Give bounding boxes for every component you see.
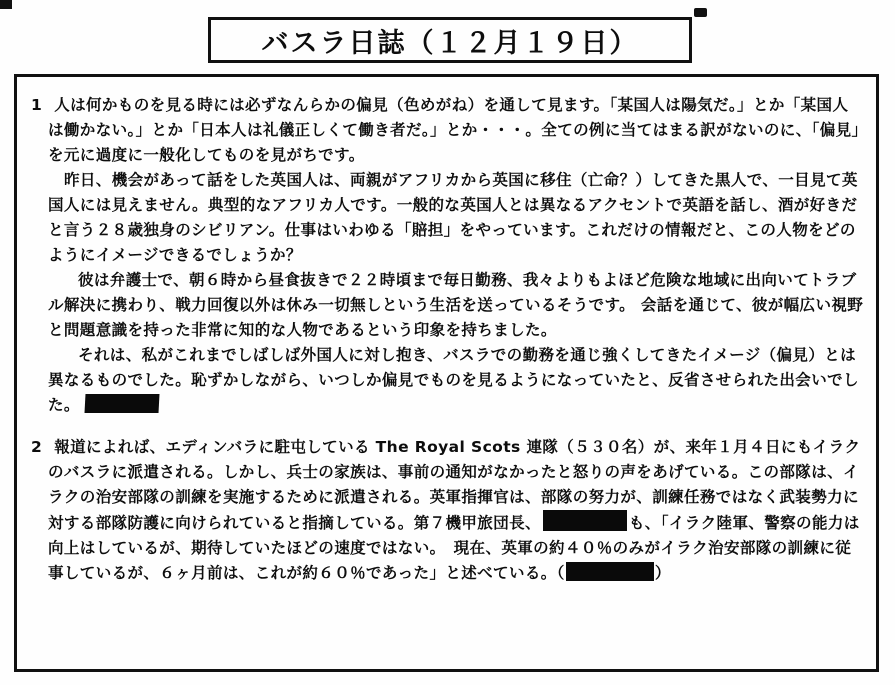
entry-1-paragraph-4 <box>31 343 864 418</box>
entry-2-number: 2 <box>31 438 43 456</box>
entry-1-paragraph-1 <box>31 93 864 168</box>
scan-artifact-top-left <box>0 0 12 9</box>
page-title: バスラ日誌（１２月１９日） <box>261 27 639 59</box>
redaction-box-1 <box>84 394 159 413</box>
scan-artifact-top-right <box>694 8 707 17</box>
diary-entry-2 <box>31 435 864 586</box>
redaction-box-3 <box>566 562 654 581</box>
document-frame <box>14 74 879 672</box>
entry-1-paragraph-2: 昨日、機会があって話をした英国人は、両親がアフリカから英国に移住（亡命？）してきた黒人で、一目見て英国人には見えません。典型的なアフリカ人です。一般的な英国人とは異なるアクセントで英語を話し、酒が好きだと言う２８歳独身のシビリアン。仕事はいわゆる「賠担」をやっています。これだけの情報だと、この人物をどのようにイメージできるでしょうか？ <box>48 171 858 264</box>
entry-1-paragraph-3: 彼は弁護士で、朝６時から昼食抜きで２２時頃まで毎日勤務、我々よりもよほど危険な地域に出向いてトラブル解決に携わり、戦力回復以外は休み一切無しという生活を送っているそうです。 会話を通じて、彼が幅広い視野と問題意識を持った非常に知的な人物であるという印象を持ちました。 <box>48 271 864 339</box>
entry-1-paragraph-4-text: それは、私がこれまでしばしば外国人に対し抱き、バスラでの勤務を通じ強くしてきたイメージ（偏見）とは異なるものでした。恥ずかしながら、いつしか偏見でものを見るようになっていたと、反省させられた出会いでした。 <box>48 346 859 414</box>
entry-2-paragraph-1 <box>31 435 864 586</box>
entry-2-text-part-1: 報道によれば、エディンバラに駐屯している The Royal Scots 連隊（５３０名）が、来年１月４日にもイラクのバスラに派遣される。しかし、兵士の家族は、事前の通知がなかったと怒りの声をあげている。この部隊は、イラクの治安部隊の訓練を実施するために派遣される。英軍指揮官は、部隊の努力が、訓練任務ではなく武装勢力に対する部隊防護に向けられていると指摘している。第７機甲旅団長、 <box>48 438 861 532</box>
entry-2-text-part-3: ） <box>654 564 671 582</box>
entry-1-number: 1 <box>31 96 43 114</box>
entry-2-text-part-2: も、「イラク陸軍、警察の能力は向上はしているが、期待していたほどの速度ではない。 現在、英軍の約４０％のみがイラク治安部隊の訓練に従事しているが、６ヶ月前は、これが約６０％であった」と述べている。（ <box>48 514 860 582</box>
title-box <box>208 17 692 63</box>
entry-1-paragraph-1-text: 人は何かものを見る時には必ずなんらかの偏見（色めがね）を通して見ます。「某国人は陽気だ。」とか「某国人は働かない。」とか「日本人は礼儀正しくて働き者だ。」とか・・・。全ての例に当てはまる訳がないのに、「偏見」を元に過度に一般化してものを見がちです。 <box>48 96 860 164</box>
diary-entry-1 <box>31 93 864 418</box>
redaction-box-2 <box>543 510 627 531</box>
